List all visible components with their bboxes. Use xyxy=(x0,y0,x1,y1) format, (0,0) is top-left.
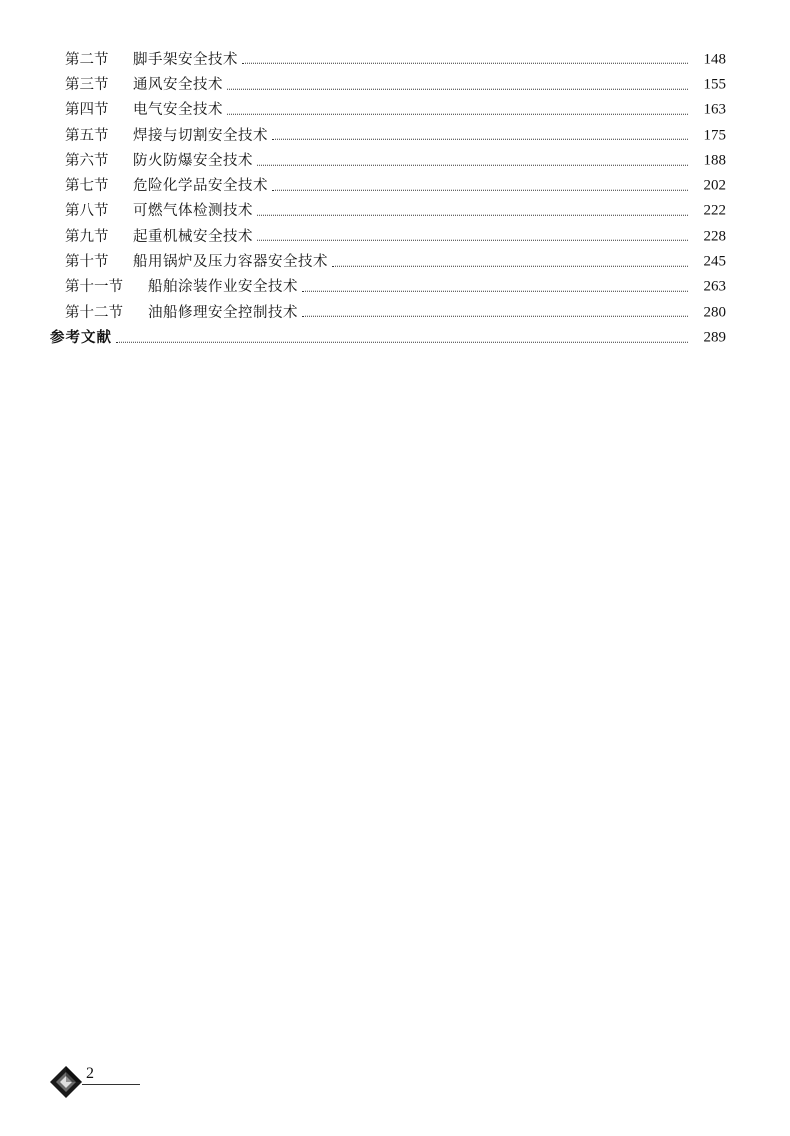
toc-section-number: 第七节 xyxy=(65,177,109,194)
toc-entry-title: 船用锅炉及压力容器安全技术 xyxy=(133,253,328,270)
dot-leader xyxy=(272,139,688,140)
toc-section-number: 第十一节 xyxy=(65,279,123,296)
toc-entry-title: 船舶涂装作业安全技术 xyxy=(148,279,298,296)
toc-page-number: 263 xyxy=(703,278,726,295)
toc-section-number: 第十节 xyxy=(65,253,109,270)
dot-leader xyxy=(257,215,688,216)
dot-leader xyxy=(257,240,688,241)
toc-section-number: 第九节 xyxy=(65,228,109,245)
toc-entry-title: 通风安全技术 xyxy=(133,76,223,93)
toc-entry[interactable] xyxy=(0,199,790,224)
toc-section-number: 第五节 xyxy=(65,127,109,144)
toc-entry[interactable] xyxy=(0,224,790,249)
toc-page-number: 280 xyxy=(703,304,726,321)
toc-section-number: 第二节 xyxy=(65,51,109,68)
toc-page-number: 202 xyxy=(703,177,726,194)
toc-page-number: 188 xyxy=(703,152,726,169)
dot-leader xyxy=(302,291,688,292)
toc-page-number: 163 xyxy=(703,101,726,118)
toc-entry[interactable] xyxy=(0,47,790,72)
dot-leader xyxy=(272,190,688,191)
toc-entry[interactable] xyxy=(0,249,790,274)
toc-section-number: 第三节 xyxy=(65,76,109,93)
toc-page-number: 245 xyxy=(703,253,726,270)
toc-entry[interactable] xyxy=(0,98,790,123)
toc-entry[interactable] xyxy=(0,72,790,97)
toc-entry-title: 油船修理安全控制技术 xyxy=(148,304,298,321)
toc-section-number: 第四节 xyxy=(65,101,109,118)
dot-leader xyxy=(227,88,688,89)
page-footer xyxy=(48,1062,148,1102)
diamond-ornament-icon xyxy=(48,1064,84,1100)
toc-page-number: 222 xyxy=(703,202,726,219)
dot-leader xyxy=(227,114,688,115)
toc-page-number: 175 xyxy=(703,127,726,144)
toc-page-number: 228 xyxy=(703,228,726,245)
dot-leader xyxy=(332,266,688,267)
toc-entry[interactable] xyxy=(0,275,790,300)
toc-section-number: 第八节 xyxy=(65,203,109,220)
toc-entry-title: 危险化学品安全技术 xyxy=(133,177,268,194)
toc-entry-title: 脚手架安全技术 xyxy=(133,51,238,68)
toc-entry[interactable] xyxy=(0,148,790,173)
page-number: 2 xyxy=(86,1065,94,1082)
toc-section-number: 第六节 xyxy=(65,152,109,169)
toc-page-number: 155 xyxy=(703,76,726,93)
references-title: 参考文献 xyxy=(50,329,112,346)
toc-entry-title: 焊接与切割安全技术 xyxy=(133,127,268,144)
table-of-contents xyxy=(0,47,790,351)
toc-page-number: 148 xyxy=(703,51,726,68)
toc-entry[interactable] xyxy=(0,173,790,198)
footer-rule xyxy=(82,1084,140,1085)
dot-leader xyxy=(116,341,688,342)
toc-entry-title: 电气安全技术 xyxy=(133,101,223,118)
toc-entry-title: 可燃气体检测技术 xyxy=(133,203,253,220)
dot-leader xyxy=(302,316,688,317)
toc-entry-references[interactable] xyxy=(0,325,790,350)
toc-entry[interactable] xyxy=(0,300,790,325)
dot-leader xyxy=(242,63,688,64)
toc-entry-title: 防火防爆安全技术 xyxy=(133,152,253,169)
dot-leader xyxy=(257,164,688,165)
toc-entry[interactable] xyxy=(0,123,790,148)
toc-entry-title: 起重机械安全技术 xyxy=(133,228,253,245)
references-page-number: 289 xyxy=(703,329,726,346)
toc-section-number: 第十二节 xyxy=(65,304,123,321)
